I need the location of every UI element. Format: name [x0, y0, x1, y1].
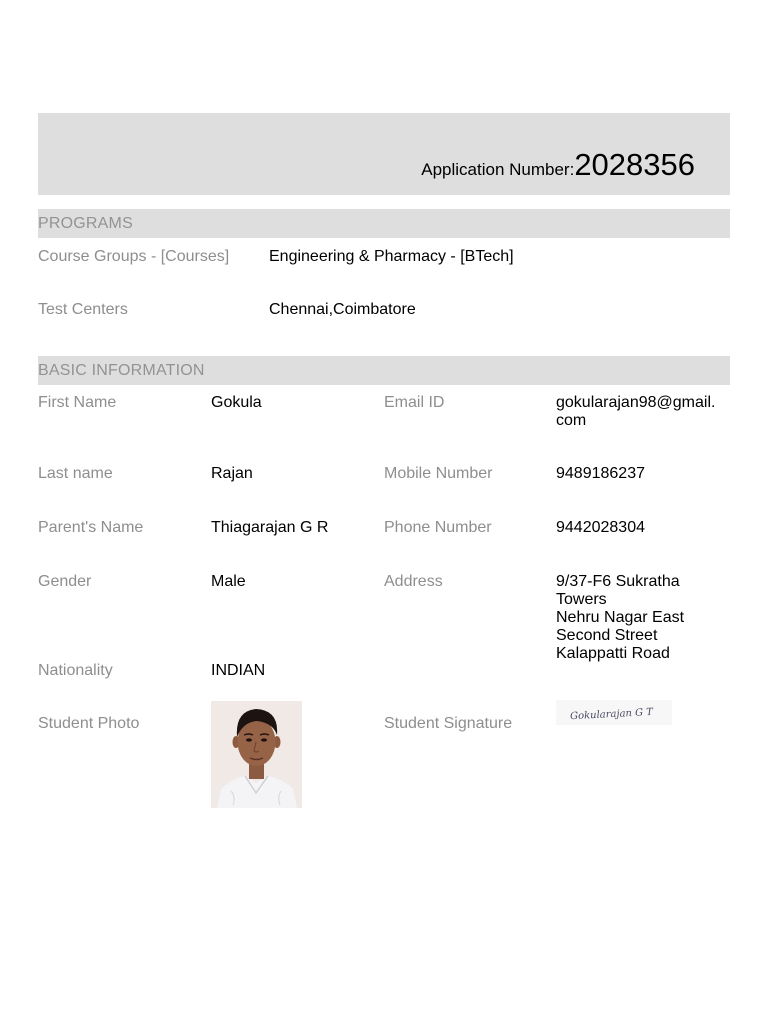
phone-label: Phone Number — [384, 519, 492, 536]
application-number-value: 2028356 — [574, 147, 695, 182]
address-line: Towers — [556, 591, 607, 608]
basic-information-section-title: BASIC INFORMATION — [38, 356, 730, 385]
course-groups-label: Course Groups - [Courses] — [38, 248, 230, 265]
mobile-value: 9489186237 — [556, 465, 645, 482]
address-line: 9/37-F6 Sukratha — [556, 573, 680, 590]
first-name-value: Gokula — [211, 394, 262, 411]
course-groups-value: Engineering & Pharmacy - [BTech] — [269, 248, 514, 265]
parent-name-label: Parent's Name — [38, 519, 144, 536]
email-value — [556, 394, 715, 430]
address-line: Nehru Nagar East — [556, 609, 685, 626]
phone-value: 9442028304 — [556, 519, 645, 536]
signature-image — [556, 700, 672, 725]
student-signature-label: Student Signature — [384, 715, 513, 732]
application-header — [38, 113, 730, 195]
last-name-label: Last name — [38, 465, 113, 482]
application-number-label: Application Number: — [421, 160, 575, 179]
student-photo-image — [211, 701, 302, 808]
student-signature — [556, 700, 672, 725]
parent-name-value: Thiagarajan G R — [211, 519, 329, 536]
address-line: Second Street — [556, 627, 658, 644]
svg-text:Gokularajan G T: Gokularajan G T — [569, 706, 654, 723]
mobile-label: Mobile Number — [384, 465, 493, 482]
student-photo — [211, 701, 302, 808]
student-photo-label: Student Photo — [38, 715, 140, 732]
first-name-label: First Name — [38, 394, 117, 411]
nationality-value: INDIAN — [211, 662, 266, 679]
last-name-value: Rajan — [211, 465, 253, 482]
gender-label: Gender — [38, 573, 92, 590]
address-label: Address — [384, 573, 443, 590]
application-number — [421, 147, 695, 183]
email-line: com — [556, 412, 587, 429]
nationality-label: Nationality — [38, 662, 113, 679]
email-line: gokularajan98@gmail. — [556, 394, 716, 411]
test-centers-label: Test Centers — [38, 301, 128, 318]
programs-section-title: PROGRAMS — [38, 209, 730, 238]
address-value — [556, 573, 684, 663]
gender-value: Male — [211, 573, 246, 590]
test-centers-value: Chennai,Coimbatore — [269, 301, 416, 318]
address-line: Kalappatti Road — [556, 645, 670, 662]
email-label: Email ID — [384, 394, 445, 411]
